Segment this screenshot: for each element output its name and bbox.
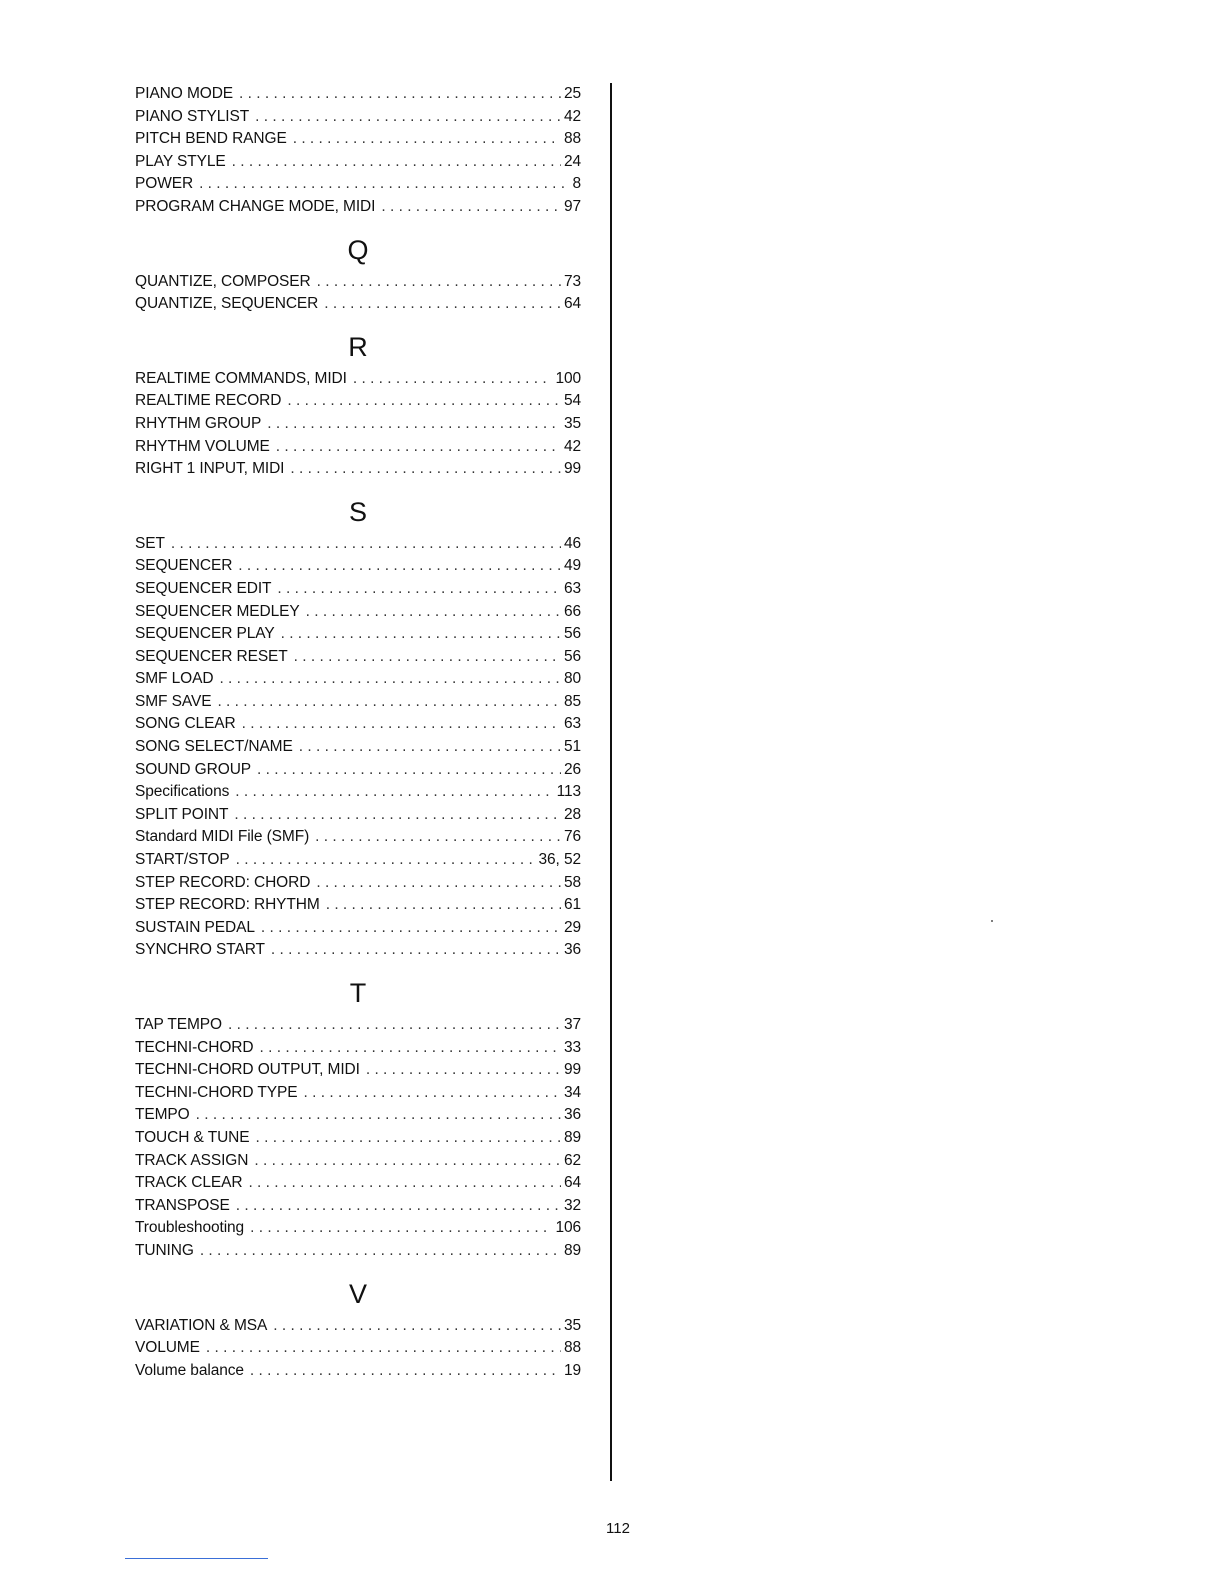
dot-leader [217, 691, 561, 714]
index-page-ref: 42 [563, 107, 581, 125]
index-term: QUANTIZE, COMPOSER [135, 272, 311, 290]
index-term: RIGHT 1 INPUT, MIDI [135, 460, 285, 478]
index-page-ref: 99 [563, 460, 581, 478]
index-term: VOLUME [135, 1339, 200, 1357]
index-page-ref: 35 [563, 414, 581, 432]
dot-leader [306, 601, 561, 624]
dot-leader [366, 1059, 561, 1082]
index-page-ref: 8 [572, 175, 581, 193]
index-page-ref: 64 [563, 1174, 581, 1192]
index-page-ref: 63 [563, 715, 581, 733]
index-entry [135, 196, 581, 219]
index-entry [135, 1082, 581, 1105]
index-term: SEQUENCER [135, 557, 233, 575]
index-page-ref: 34 [563, 1083, 581, 1101]
index-entry [135, 872, 581, 895]
index-entry [135, 390, 581, 413]
index-term: TECHNI-CHORD [135, 1038, 254, 1056]
dot-leader [250, 1217, 552, 1240]
index-page-ref: 76 [563, 828, 581, 846]
index-term: SET [135, 534, 165, 552]
index-entry [135, 917, 581, 940]
index-term: SMF LOAD [135, 670, 214, 688]
index-section [135, 219, 581, 316]
dot-leader [326, 894, 561, 917]
index-page-ref: 49 [563, 557, 581, 575]
index-term: SEQUENCER MEDLEY [135, 602, 300, 620]
index-term: SEQUENCER PLAY [135, 625, 275, 643]
index-entry [135, 1172, 581, 1195]
index-page-ref: 29 [563, 918, 581, 936]
index-term: Standard MIDI File (SMF) [135, 828, 310, 846]
index-entry [135, 1059, 581, 1082]
dot-leader [281, 623, 561, 646]
dot-leader [256, 1127, 561, 1150]
index-page-ref: 88 [563, 130, 581, 148]
index-term: STEP RECORD: CHORD [135, 873, 311, 891]
index-entry [135, 83, 581, 106]
dot-leader [317, 271, 561, 294]
dot-leader [294, 646, 561, 669]
index-entry [135, 533, 581, 556]
index-entry [135, 271, 581, 294]
dot-leader [273, 1315, 561, 1338]
index-section [135, 481, 581, 962]
index-page-ref: 61 [563, 896, 581, 914]
scan-speck [991, 920, 993, 922]
index-page-ref: 42 [563, 437, 581, 455]
index-term: VARIATION & MSA [135, 1316, 268, 1334]
dot-leader [267, 413, 561, 436]
index-term: TUNING [135, 1241, 194, 1259]
index-term: PROGRAM CHANGE MODE, MIDI [135, 197, 376, 215]
index-page-ref: 37 [563, 1016, 581, 1033]
dot-leader [290, 458, 561, 481]
dot-leader [250, 1360, 561, 1383]
index-page-ref: 54 [563, 392, 581, 410]
index-page-ref: 36, 52 [538, 851, 581, 869]
index-section [135, 962, 581, 1263]
dot-leader [271, 939, 561, 962]
dot-leader [171, 533, 561, 556]
index-entry [135, 668, 581, 691]
index-entry [135, 1014, 581, 1037]
index-page-ref: 46 [563, 534, 581, 552]
index-entry [135, 1195, 581, 1218]
index-section [135, 83, 581, 219]
dot-leader [235, 781, 553, 804]
index-page-ref: 58 [563, 873, 581, 891]
index-entry [135, 578, 581, 601]
index-term: Volume balance [135, 1361, 244, 1379]
index-section [135, 1263, 581, 1383]
index-entry [135, 1337, 581, 1360]
index-entry [135, 894, 581, 917]
index-page-ref: 100 [555, 369, 581, 387]
index-entry [135, 759, 581, 782]
dot-leader [353, 368, 553, 391]
index-page-ref: 66 [563, 602, 581, 620]
dot-leader [242, 713, 561, 736]
index-term: TECHNI-CHORD OUTPUT, MIDI [135, 1061, 360, 1079]
index-page-ref: 97 [563, 197, 581, 215]
dot-leader [196, 1104, 561, 1127]
index-entry [135, 458, 581, 481]
dot-leader [232, 151, 561, 174]
index-term: TRANSPOSE [135, 1196, 230, 1214]
dot-leader [257, 759, 561, 782]
dot-leader [315, 826, 561, 849]
index-entry [135, 804, 581, 827]
index-page-ref: 28 [563, 805, 581, 823]
index-page-ref: 51 [563, 738, 581, 756]
index-term: TECHNI-CHORD TYPE [135, 1083, 298, 1101]
index-section [135, 316, 581, 481]
index-page-ref: 33 [563, 1038, 581, 1056]
index-term: Specifications [135, 783, 230, 801]
index-entry [135, 413, 581, 436]
dot-leader [381, 196, 561, 219]
index-entry [135, 849, 581, 872]
index-page-ref: 64 [563, 295, 581, 313]
index-entry [135, 781, 581, 804]
index-entry [135, 368, 581, 391]
index-term: POWER [135, 175, 194, 193]
index-term: START/STOP [135, 851, 230, 869]
index-column [135, 83, 581, 1382]
index-page-ref: 89 [563, 1241, 581, 1259]
section-letter: T [349, 978, 367, 1008]
dot-leader [238, 555, 561, 578]
index-page-ref: 25 [563, 85, 581, 102]
index-entry [135, 623, 581, 646]
page-number: 112 [606, 1520, 630, 1537]
index-page-ref: 73 [563, 272, 581, 290]
section-letter: V [348, 1278, 367, 1309]
index-entry [135, 173, 581, 196]
index-term: PIANO STYLIST [135, 107, 250, 125]
index-entry [135, 1240, 581, 1263]
index-term: TEMPO [135, 1106, 190, 1124]
index-page-ref: 88 [563, 1339, 581, 1357]
index-term: SPLIT POINT [135, 805, 229, 823]
index-term: REALTIME RECORD [135, 392, 282, 410]
index-page-ref: 113 [556, 783, 581, 801]
index-page-ref: 26 [563, 760, 581, 778]
dot-leader [304, 1082, 561, 1105]
index-term: TAP TEMPO [135, 1016, 222, 1033]
index-page-ref: 85 [563, 692, 581, 710]
index-entry [135, 436, 581, 459]
index-page-ref: 62 [563, 1151, 581, 1169]
index-term: Troubleshooting [135, 1219, 245, 1237]
index-term: TRACK ASSIGN [135, 1151, 249, 1169]
index-term: TOUCH & TUNE [135, 1128, 250, 1146]
index-page-ref: 89 [563, 1128, 581, 1146]
section-letter: R [348, 331, 368, 362]
dot-leader [299, 736, 561, 759]
column-divider [610, 83, 612, 1481]
index-term: REALTIME COMMANDS, MIDI [135, 369, 347, 387]
dot-leader [276, 436, 561, 459]
index-term: QUANTIZE, SEQUENCER [135, 295, 319, 313]
index-entry [135, 601, 581, 624]
index-entry [135, 736, 581, 759]
index-entry [135, 1104, 581, 1127]
index-entry [135, 1217, 581, 1240]
section-letter: S [348, 496, 367, 527]
index-entry [135, 1037, 581, 1060]
index-term: SEQUENCER EDIT [135, 579, 272, 597]
index-entry [135, 939, 581, 962]
index-page-ref: 80 [563, 670, 581, 688]
dot-leader [254, 1150, 561, 1173]
dot-leader [200, 1240, 561, 1263]
index-entry [135, 555, 581, 578]
dot-leader [261, 917, 561, 940]
index-term: STEP RECORD: RHYTHM [135, 896, 320, 914]
dot-leader [239, 83, 561, 106]
index-term: SEQUENCER RESET [135, 647, 288, 665]
index-term: SYNCHRO START [135, 941, 265, 959]
index-page-ref: 35 [563, 1316, 581, 1334]
dot-leader [206, 1337, 561, 1360]
index-page-ref: 32 [563, 1196, 581, 1214]
index-term: PLAY STYLE [135, 152, 226, 170]
index-term: SUSTAIN PEDAL [135, 918, 255, 936]
index-entry [135, 128, 581, 151]
dot-leader [293, 128, 561, 151]
index-term: SOUND GROUP [135, 760, 252, 778]
dot-leader [255, 106, 561, 129]
index-entry [135, 1315, 581, 1338]
index-term: RHYTHM GROUP [135, 414, 262, 432]
footer-rule [125, 1558, 268, 1559]
index-entry [135, 151, 581, 174]
index-entry [135, 713, 581, 736]
index-term: TRACK CLEAR [135, 1174, 243, 1192]
dot-leader [248, 1172, 561, 1195]
dot-leader [277, 578, 561, 601]
dot-leader [234, 804, 561, 827]
index-page-ref: 24 [563, 152, 581, 170]
index-term: SMF SAVE [135, 692, 212, 710]
index-entry [135, 106, 581, 129]
dot-leader [228, 1014, 561, 1037]
index-entry [135, 826, 581, 849]
index-page-ref: 36 [563, 941, 581, 959]
index-page-ref: 56 [563, 647, 581, 665]
dot-leader [316, 872, 561, 895]
index-entry [135, 691, 581, 714]
index-term: RHYTHM VOLUME [135, 437, 270, 455]
index-term: SONG SELECT/NAME [135, 738, 293, 756]
dot-leader [287, 390, 561, 413]
index-page-ref: 106 [555, 1219, 581, 1237]
index-page-ref: 36 [563, 1106, 581, 1124]
dot-leader [236, 849, 536, 872]
index-term: PITCH BEND RANGE [135, 130, 287, 148]
index-page-ref: 19 [563, 1361, 581, 1379]
index-entry [135, 1150, 581, 1173]
section-letter: Q [347, 234, 369, 265]
index-page-ref: 99 [563, 1061, 581, 1079]
dot-leader [260, 1037, 561, 1060]
index-page-ref: 56 [563, 625, 581, 643]
dot-leader [324, 293, 561, 316]
index-term: PIANO MODE [135, 85, 234, 102]
index-entry [135, 293, 581, 316]
index-term: SONG CLEAR [135, 715, 236, 733]
dot-leader [236, 1195, 561, 1218]
index-entry [135, 1360, 581, 1383]
index-entry [135, 646, 581, 669]
dot-leader [219, 668, 561, 691]
index-page-ref: 63 [563, 579, 581, 597]
dot-leader [199, 173, 569, 196]
index-entry [135, 1127, 581, 1150]
